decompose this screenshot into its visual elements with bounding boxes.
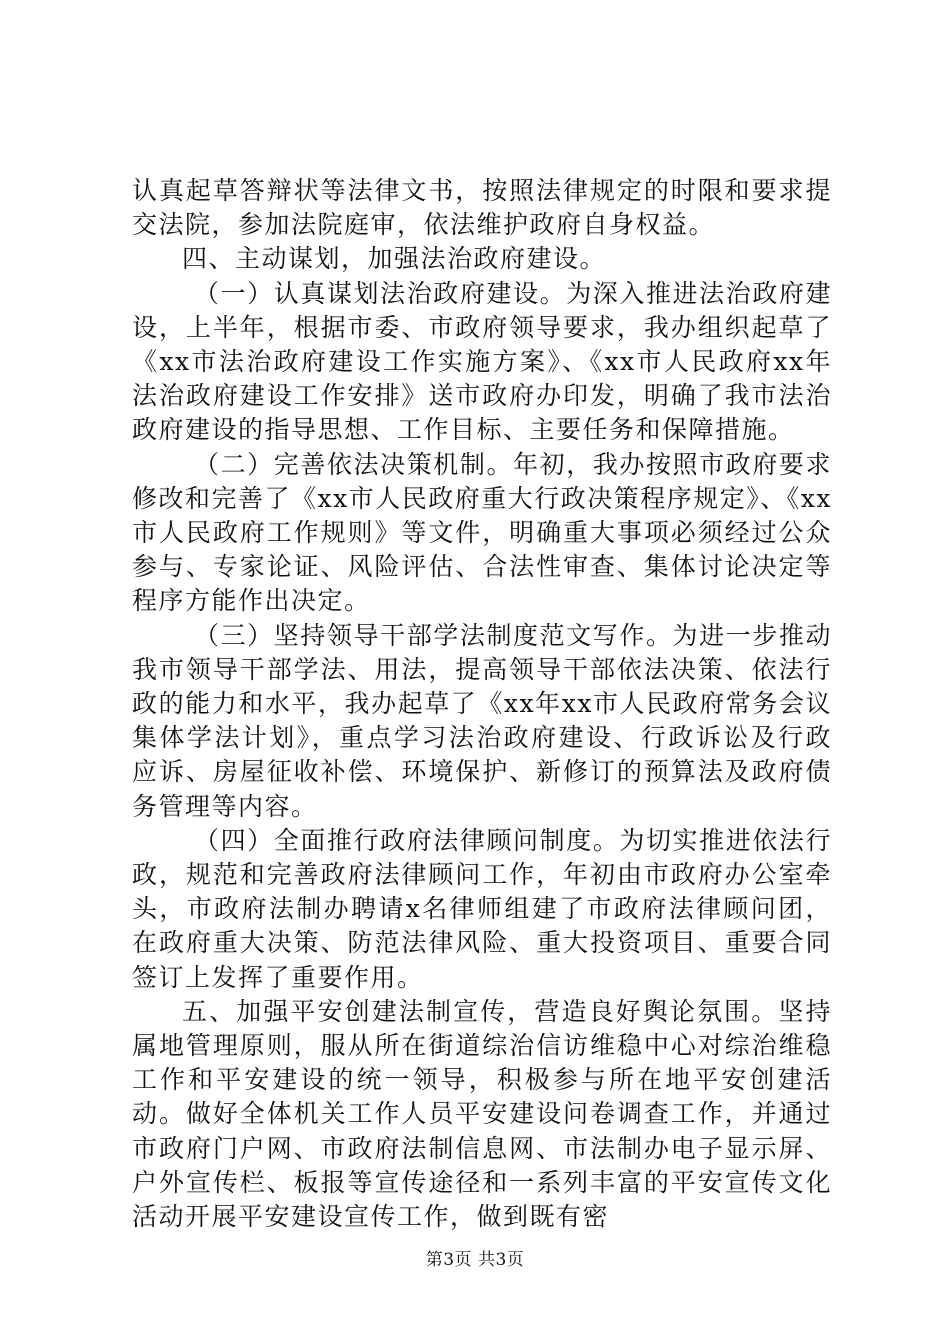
item-paragraph-three: （三）坚持领导干部学法制度范文写作。为进一步推动我市领导干部学法、用法，提高领导干部依法决策、依法行政的能力和水平，我办起草了《xx年xx市人民政府常务会议集体学法计划》，重点学习法治政府建设、行政诉讼及行政应诉、房屋征收补偿、环境保护、新修订的预算法及政府债务管理等内容。 xyxy=(132,620,832,821)
item-paragraph-two: （二）完善依法决策机制。年初，我办按照市政府要求修改和完善了《xx市人民政府重大行政决策程序规定》、《xx市人民政府工作规则》等文件，明确重大事项必须经过公众参与、专家论证、风险评估、合法性审查、集体讨论决定等程序方能作出决定。 xyxy=(132,449,832,616)
section-heading-four: 四、主动谋划，加强法治政府建设。 xyxy=(182,244,607,274)
item-paragraph-one: （一）认真谋划法治政府建设。为深入推进法治政府建设，上半年，根据市委、市政府领导要求，我办组织起草了《xx市法治政府建设工作实施方案》、《xx市人民政府xx年法治政府建设工作安排》送市政府办印发，明确了我市法治政府建设的指导思想、工作目标、主要任务和保障措施。 xyxy=(132,278,832,445)
page-number-footer: 第3页 共3页 xyxy=(425,1250,525,1270)
paragraph-continuation: 认真起草答辩状等法律文书，按照法律规定的时限和要求提交法院，参加法院庭审，依法维护政府自身权益。 xyxy=(132,176,832,240)
item-paragraph-four: （四）全面推行政府法律顾问制度。为切实推进依法行政，规范和完善政府法律顾问工作，年初由市政府办公室牵头，市政府法制办聘请x名律师组建了市政府法律顾问团，在政府重大决策、防范法律风险、重大投资项目、重要合同签订上发挥了重要作用。 xyxy=(132,825,832,992)
document-body xyxy=(132,174,832,1234)
section-paragraph-five: 五、加强平安创建法制宣传，营造良好舆论氛围。坚持属地管理原则，服从所在街道综治信访维稳中心对综治维稳工作和平安建设的统一领导，积极参与所在地平安创建活动。做好全体机关工作人员平安建设问卷调查工作，并通过市政府门户网、市政府法制信息网、市法制办电子显示屏、户外宣传栏、板报等宣传途径和一系列丰富的平安宣传文化活动开展平安建设宣传工作，做到既有密 xyxy=(132,996,832,1232)
